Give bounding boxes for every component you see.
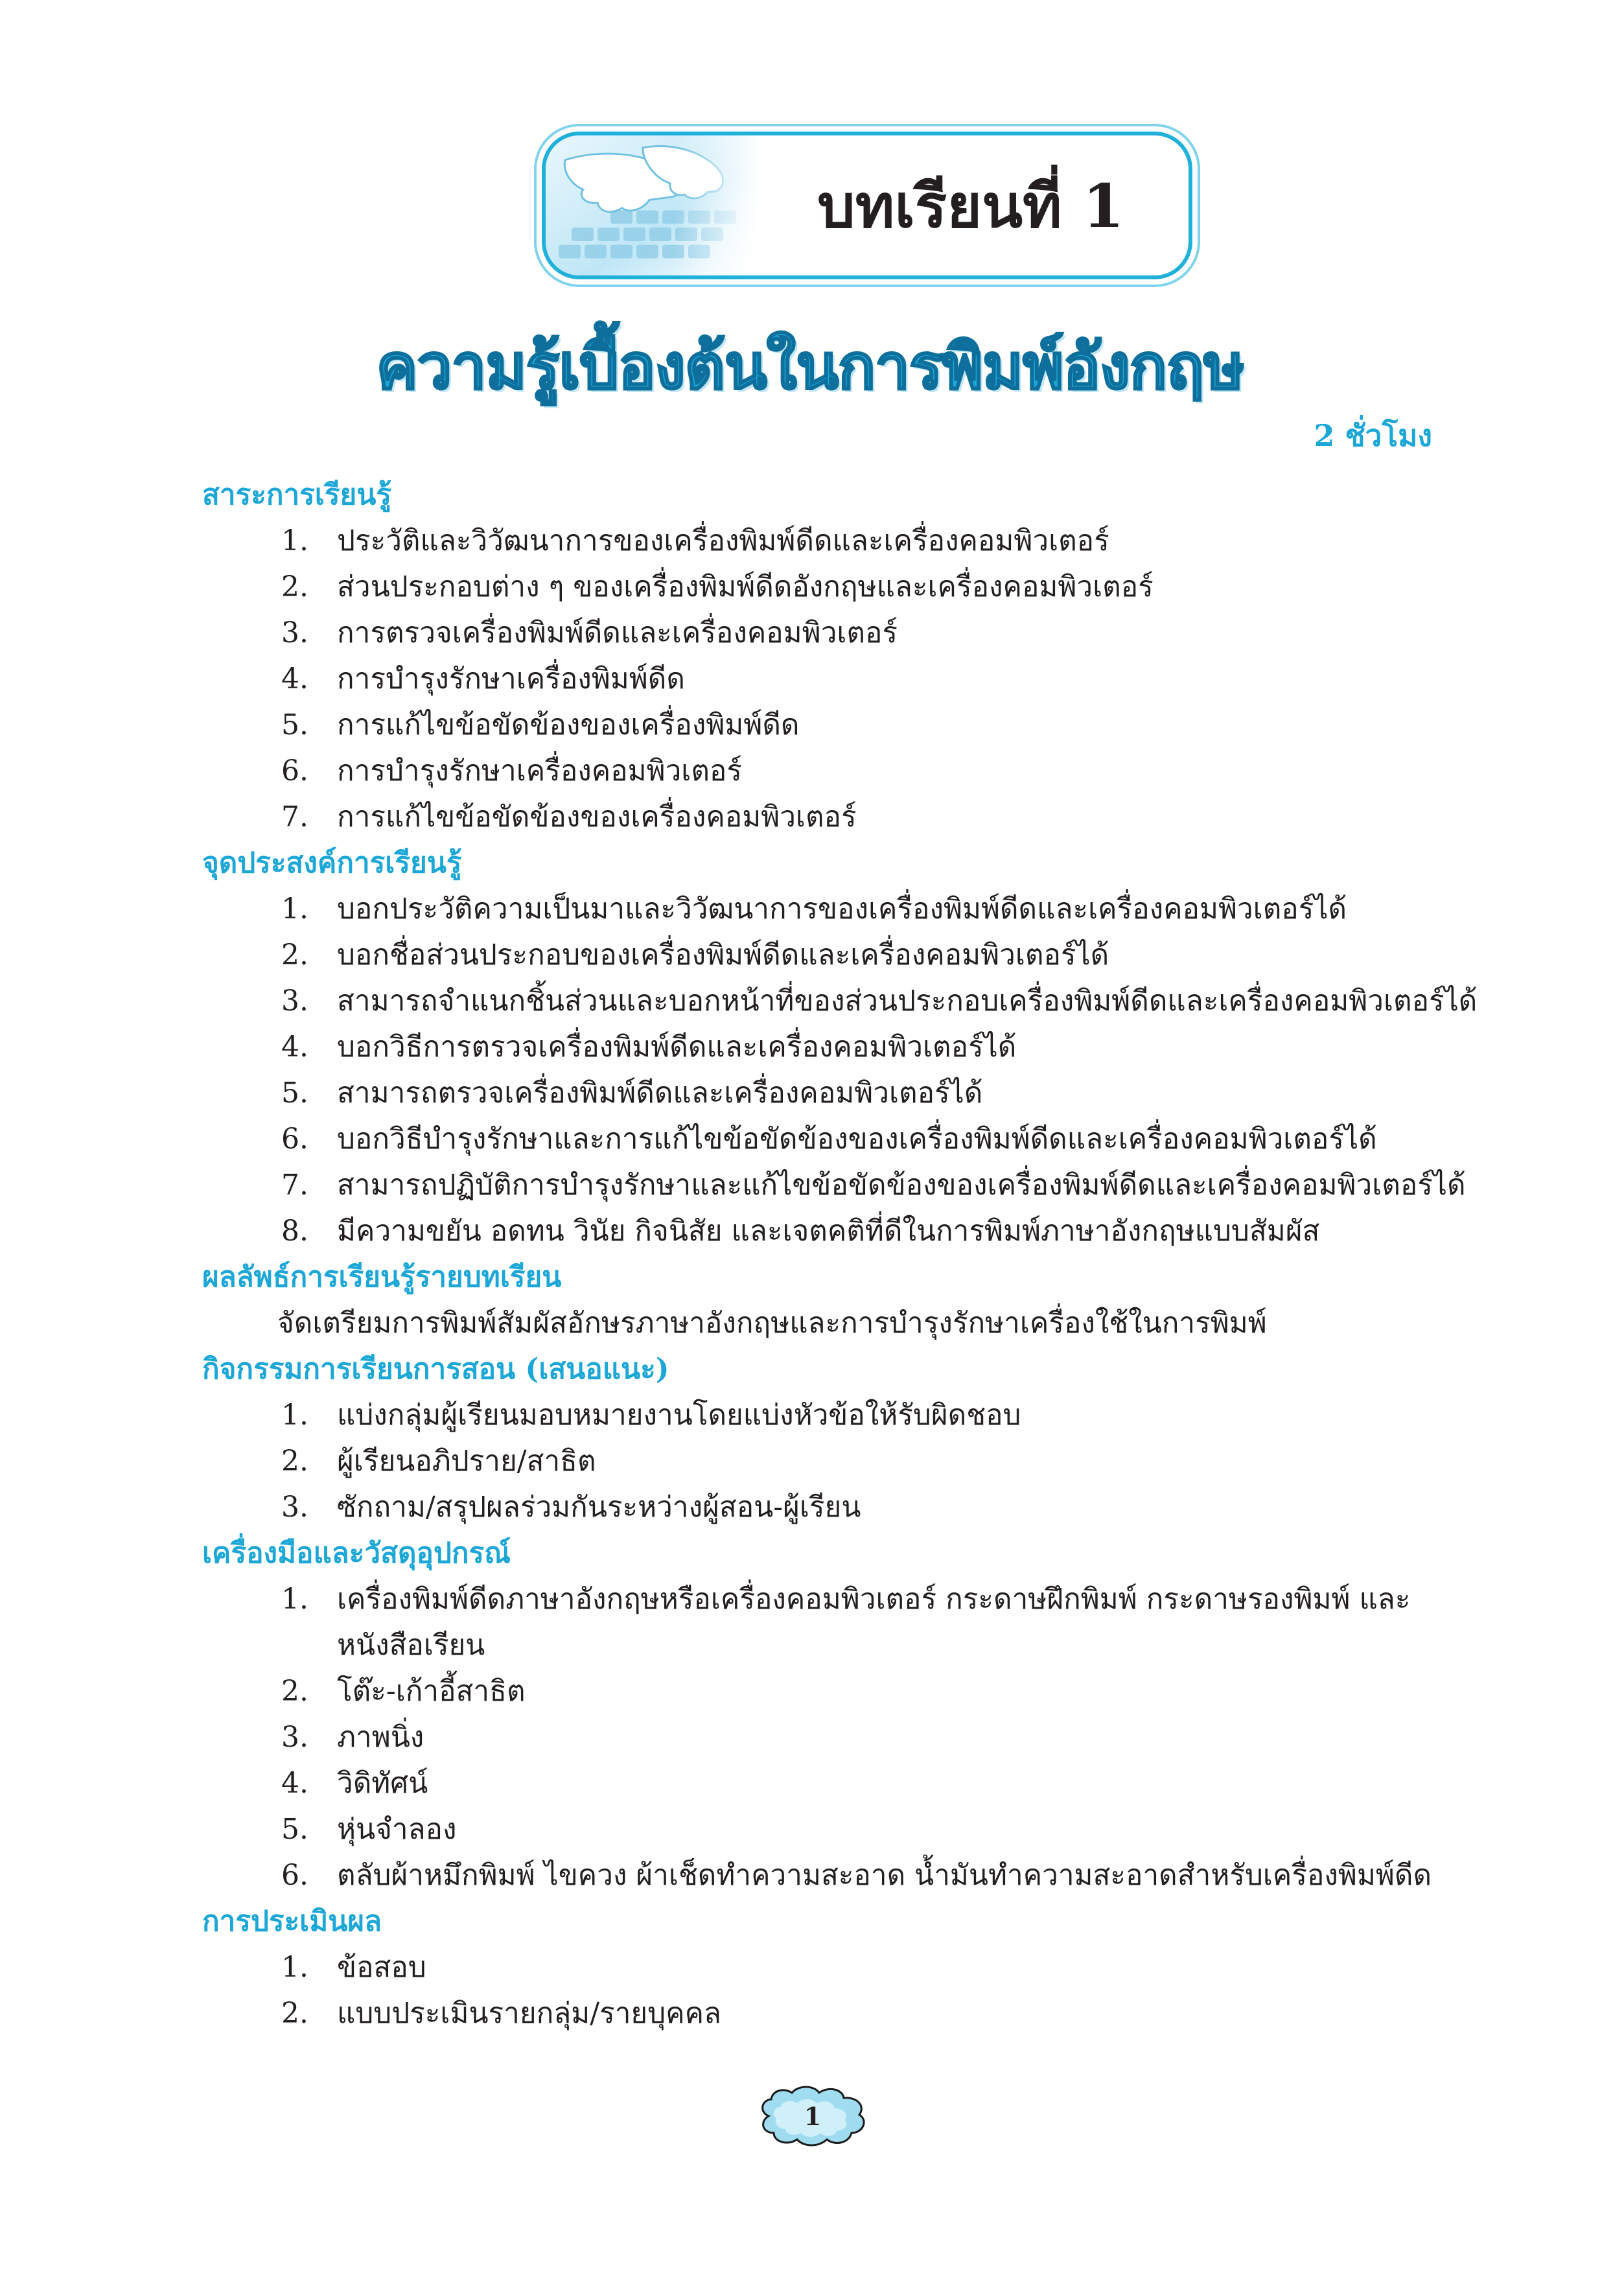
item-text: วิดิทัศน์ [337,1767,428,1800]
list-item [202,564,1446,610]
item-text: ตลับผ้าหมึกพิมพ์ ไขควง ผ้าเช็ดทำความสะอาด น้ำมันทำความสะอาดสำหรับเครื่องพิมพ์ดีด [337,1859,1432,1892]
item-text: ประวัติและวิวัฒนาการของเครื่องพิมพ์ดีดและเครื่องคอมพิวเตอร์ [337,524,1109,557]
item-number: 6. [281,754,308,787]
item-number: 3. [281,616,308,649]
list-item [202,702,1446,748]
item-number: 7. [281,800,308,833]
item-text: บอกชื่อส่วนประกอบของเครื่องพิมพ์ดีดและเครื่องคอมพิวเตอร์ได้ [337,938,1109,972]
item-number: 1. [281,524,308,557]
item-text: การแก้ไขข้อขัดข้องของเครื่องพิมพ์ดีด [337,708,800,741]
list-item [202,978,1478,1024]
section-heading-objectives: จุดประสงค์การเรียนรู้ [202,846,462,879]
item-text: ข้อสอบ [337,1951,426,1984]
item-number: 5. [281,708,308,741]
item-number: 2. [281,570,308,603]
item-text: สามารถปฏิบัติการบำรุงรักษาและแก้ไขข้อขัดข้องของเครื่องพิมพ์ดีดและเครื่องคอมพิวเตอร์ได้ [337,1169,1466,1202]
outcome-text: จัดเตรียมการพิมพ์สัมผัสอักษรภาษาอังกฤษและการบำรุงรักษาเครื่องใช้ในการพิมพ์ [277,1307,1267,1340]
item-number: 2. [281,938,308,972]
section-heading-materials: เครื่องมือและวัสดุอุปกรณ์ [202,1537,511,1570]
list-item [202,1668,1446,1714]
list-item [202,1852,1446,1898]
item-number: 7. [281,1169,308,1202]
list-item [202,932,1446,978]
page-title: ความรู้เบื้องต้นในการพิมพ์อังกฤษ [376,331,1244,403]
item-text: หุ่นจำลอง [337,1813,457,1846]
list-item [202,1944,1446,1990]
item-number: 4. [281,1767,308,1800]
section-heading-activities: กิจกรรมการเรียนการสอน (เสนอแนะ) [202,1353,669,1386]
lesson-label: บทเรียนที่ 1 [817,170,1124,241]
item-number: 1. [281,1399,308,1432]
list-item [202,518,1446,564]
item-number: 5. [281,1813,308,1846]
item-number: 2. [281,1445,308,1478]
list-item [202,1116,1446,1162]
list-item [202,1024,1446,1070]
section-heading-outcomes: ผลลัพธ์การเรียนรู้รายบทเรียน [202,1261,562,1294]
section-heading-evaluation: การประเมินผล [202,1905,382,1938]
list-item [202,1208,1446,1254]
item-text: โต๊ะ-เก้าอี้สาธิต [337,1675,526,1708]
lesson-banner [542,132,1192,279]
item-number: 3. [281,1721,308,1754]
item-text: ซักถาม/สรุปผลร่วมกันระหว่างผู้สอน-ผู้เรียน [337,1491,861,1524]
item-number: 1. [281,1951,308,1984]
list-item [202,1576,1446,1668]
list-item [202,1162,1466,1208]
item-number: 3. [281,1491,308,1524]
page-number: 1 [804,2101,822,2131]
item-text: มีความขยัน อดทน วินัย กิจนิสัย และเจตคติที่ดีในการพิมพ์ภาษาอังกฤษแบบสัมผัส [337,1215,1320,1248]
list-item [202,886,1446,932]
item-text: สามารถจำแนกชิ้นส่วนและบอกหน้าที่ของส่วนประกอบเครื่องพิมพ์ดีดและเครื่องคอมพิวเตอร์ได้ [337,984,1478,1018]
item-text: บอกวิธีการตรวจเครื่องพิมพ์ดีดและเครื่องคอมพิวเตอร์ได้ [337,1030,1017,1064]
item-number: 1. [281,1583,308,1616]
list-item [202,1806,1446,1852]
item-number: 6. [281,1859,308,1892]
page-number-badge [754,2082,871,2150]
item-text: การแก้ไขข้อขัดข้องของเครื่องคอมพิวเตอร์ [337,800,857,833]
item-number: 4. [281,1030,308,1064]
list-item [202,1990,1446,2036]
item-number: 4. [281,662,308,695]
lesson-duration: 2 ชั่วโมง [1314,418,1432,453]
list-item [202,1070,1446,1116]
list-item [202,1392,1446,1438]
item-text: บอกวิธีบำรุงรักษาและการแก้ไขข้อขัดข้องของเครื่องพิมพ์ดีดและเครื่องคอมพิวเตอร์ได้ [337,1123,1377,1156]
list-item [202,794,1446,840]
keyboard-typing-hands-image [546,135,760,275]
lesson-content [202,472,1478,2036]
item-text: การบำรุงรักษาเครื่องพิมพ์ดีด [337,662,685,695]
list-item [202,1484,1446,1530]
list-item [202,1438,1446,1484]
item-text: การบำรุงรักษาเครื่องคอมพิวเตอร์ [337,754,742,787]
item-number: 5. [281,1077,308,1110]
item-number: 2. [281,1997,308,2030]
list-item [202,610,1446,656]
item-number: 1. [281,892,308,926]
list-item [202,656,1446,702]
item-text: แบบประเมินรายกลุ่ม/รายบุคคล [337,1997,721,2030]
section-heading-content: สาระการเรียนรู้ [202,478,391,511]
item-text: ส่วนประกอบต่าง ๆ ของเครื่องพิมพ์ดีดอังกฤษและเครื่องคอมพิวเตอร์ [337,570,1154,603]
item-number: 6. [281,1123,308,1156]
item-number: 2. [281,1675,308,1708]
list-item [202,748,1446,794]
item-text: ภาพนิ่ง [337,1721,424,1754]
item-number: 8. [281,1215,308,1248]
item-text: เครื่องพิมพ์ดีดภาษาอังกฤษหรือเครื่องคอมพิวเตอร์ กระดาษฝึกพิมพ์ กระดาษรองพิมพ์ และหนังสือเรียน [337,1583,1411,1662]
item-text: การตรวจเครื่องพิมพ์ดีดและเครื่องคอมพิวเตอร์ [337,616,898,649]
item-text: สามารถตรวจเครื่องพิมพ์ดีดและเครื่องคอมพิวเตอร์ได้ [337,1077,983,1110]
item-number: 3. [281,984,308,1018]
item-text: แบ่งกลุ่มผู้เรียนมอบหมายงานโดยแบ่งหัวข้อให้รับผิดชอบ [337,1399,1021,1432]
list-item [202,1760,1446,1806]
item-text: ผู้เรียนอภิปราย/สาธิต [337,1445,596,1478]
list-item [202,1714,1446,1760]
item-text: บอกประวัติความเป็นมาและวิวัฒนาการของเครื่องพิมพ์ดีดและเครื่องคอมพิวเตอร์ได้ [337,892,1347,926]
